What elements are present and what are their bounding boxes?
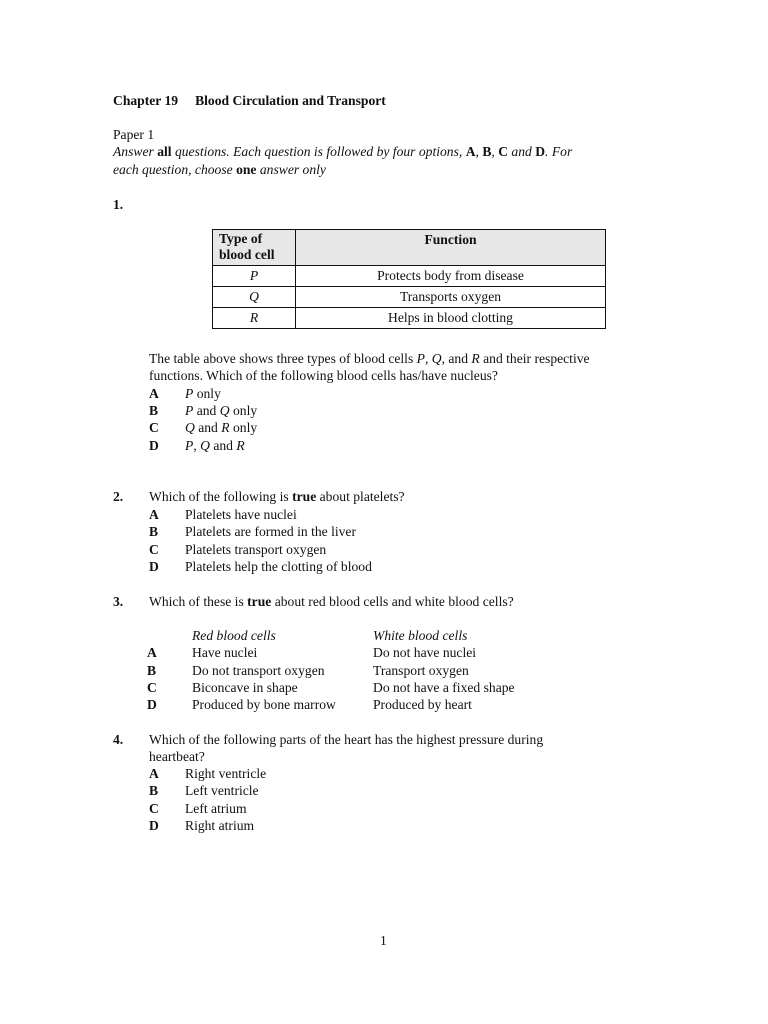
instr-option-c: C — [498, 144, 509, 159]
cell-function: Transports oxygen — [296, 287, 606, 308]
table-row — [213, 287, 606, 308]
question-2-number: 2. — [113, 489, 124, 504]
instr-text: and — [508, 144, 536, 159]
q2-option-d-text: Platelets help the clotting of blood — [185, 559, 372, 574]
opt-text: only — [229, 420, 258, 435]
q1-option-c-letter: C — [149, 420, 159, 435]
table-row — [213, 266, 606, 287]
opt-var: R — [236, 438, 245, 453]
q4-option-a-text: Right ventricle — [185, 766, 267, 781]
q3-option-b-red: Do not transport oxygen — [192, 663, 325, 678]
q3-option-a-letter: A — [147, 645, 157, 660]
question-4-number: 4. — [113, 732, 124, 747]
q3-option-a-white: Do not have nuclei — [373, 645, 477, 660]
page-number: 1 — [380, 933, 387, 948]
q2-option-c-letter: C — [149, 542, 159, 557]
q3-option-a-red: Have nuclei — [192, 645, 258, 660]
stem-text: , and — [441, 351, 472, 366]
stem-text: about platelets? — [316, 489, 405, 504]
table-header-row — [213, 230, 606, 266]
opt-var: P — [185, 438, 194, 453]
header-function: Function — [296, 230, 606, 266]
cell-type: P — [213, 266, 296, 287]
q2-option-d-letter: D — [149, 559, 159, 574]
opt-var: Q — [200, 438, 210, 453]
question-3-number: 3. — [113, 594, 124, 609]
header-line: blood cell — [219, 247, 275, 262]
q1-option-d-text — [185, 437, 245, 454]
chapter-number: Chapter 19 — [113, 93, 179, 108]
q1-option-a-text — [185, 385, 221, 402]
cell-function: Protects body from disease — [296, 266, 606, 287]
instructions-line-1 — [113, 143, 572, 160]
instr-text: each question, choose — [113, 162, 237, 177]
q3-option-d-red: Produced by bone marrow — [192, 697, 336, 712]
instructions-line-2 — [113, 161, 326, 178]
q4-option-b-letter: B — [149, 783, 159, 798]
question-1-stem-line-2: functions. Which of the following blood cells has/have nucleus? — [149, 368, 498, 383]
table-row — [213, 308, 606, 329]
stem-text: about red blood cells and white blood cells? — [271, 594, 514, 609]
instr-text: answer only — [256, 162, 326, 177]
q4-option-a-letter: A — [149, 766, 159, 781]
instr-text: , — [491, 144, 499, 159]
q3-option-c-white: Do not have a fixed shape — [373, 680, 515, 695]
cell-function: Helps in blood clotting — [296, 308, 606, 329]
q3-option-c-red: Biconcave in shape — [192, 680, 298, 695]
stem-var: R — [471, 351, 480, 366]
q3-option-b-letter: B — [147, 663, 157, 678]
q1-option-c-text — [185, 419, 257, 436]
instr-option-d: D — [535, 144, 546, 159]
q4-option-d-letter: D — [149, 818, 159, 833]
blood-cell-table — [212, 229, 606, 329]
question-4-stem-line-2: heartbeat? — [149, 749, 205, 764]
instr-text: questions. Each question is followed by four options, — [171, 144, 466, 159]
q2-option-a-text: Platelets have nuclei — [185, 507, 297, 522]
stem-true: true — [247, 594, 272, 609]
q2-option-b-letter: B — [149, 524, 159, 539]
q4-option-b-text: Left ventricle — [185, 783, 259, 798]
header-line: Type of — [219, 231, 263, 246]
q4-option-d-text: Right atrium — [185, 818, 255, 833]
chapter-title: Blood Circulation and Transport — [195, 93, 386, 108]
cell-type: Q — [213, 287, 296, 308]
stem-text: , — [424, 351, 432, 366]
question-3-stem — [149, 593, 514, 610]
opt-text: and — [193, 403, 220, 418]
q1-option-a-letter: A — [149, 386, 159, 401]
cell-type: R — [213, 308, 296, 329]
stem-var: Q — [431, 351, 442, 366]
header-type-of-blood-cell — [213, 230, 296, 266]
question-1-stem-line-1 — [149, 350, 590, 367]
opt-var: Q — [185, 420, 195, 435]
stem-text: Which of the following is — [149, 489, 293, 504]
question-2-stem — [149, 488, 405, 505]
opt-text: , — [193, 438, 201, 453]
q4-option-c-letter: C — [149, 801, 159, 816]
q1-option-b-letter: B — [149, 403, 159, 418]
chapter-heading — [113, 92, 386, 109]
instr-all: all — [157, 144, 172, 159]
opt-text: only — [229, 403, 258, 418]
q2-option-c-text: Platelets transport oxygen — [185, 542, 327, 557]
instr-text: . For — [545, 144, 573, 159]
opt-text: only — [193, 386, 221, 401]
q2-option-a-letter: A — [149, 507, 159, 522]
q4-option-c-text: Left atrium — [185, 801, 247, 816]
instr-text: Answer — [113, 144, 158, 159]
opt-var: P — [185, 386, 194, 401]
opt-text: and — [194, 420, 222, 435]
instr-one: one — [236, 162, 257, 177]
stem-text: The table above shows three types of blood cells — [149, 351, 417, 366]
opt-var: Q — [219, 403, 230, 418]
q3-option-c-letter: C — [147, 680, 157, 695]
q3-option-b-white: Transport oxygen — [373, 663, 469, 678]
stem-text: and their respective — [479, 351, 590, 366]
instr-option-a: A — [465, 144, 476, 159]
instr-option-b: B — [482, 144, 492, 159]
q2-option-b-text: Platelets are formed in the liver — [185, 524, 356, 539]
opt-var: P — [185, 403, 194, 418]
question-4-stem-line-1: Which of the following parts of the heart has the highest pressure during — [149, 732, 544, 747]
question-1-number: 1. — [113, 197, 124, 212]
opt-var: R — [221, 420, 230, 435]
instr-text: , — [475, 144, 483, 159]
q3-option-d-white: Produced by heart — [373, 697, 472, 712]
stem-true: true — [292, 489, 317, 504]
q3-option-d-letter: D — [147, 697, 157, 712]
stem-text: Which of these is — [149, 594, 248, 609]
q1-option-d-letter: D — [149, 438, 159, 453]
q1-option-b-text — [185, 402, 257, 419]
q3-column-red-header: Red blood cells — [192, 628, 276, 643]
q3-column-white-header: White blood cells — [373, 628, 468, 643]
stem-var: P — [416, 351, 425, 366]
paper-label: Paper 1 — [113, 127, 155, 142]
opt-text: and — [209, 438, 237, 453]
